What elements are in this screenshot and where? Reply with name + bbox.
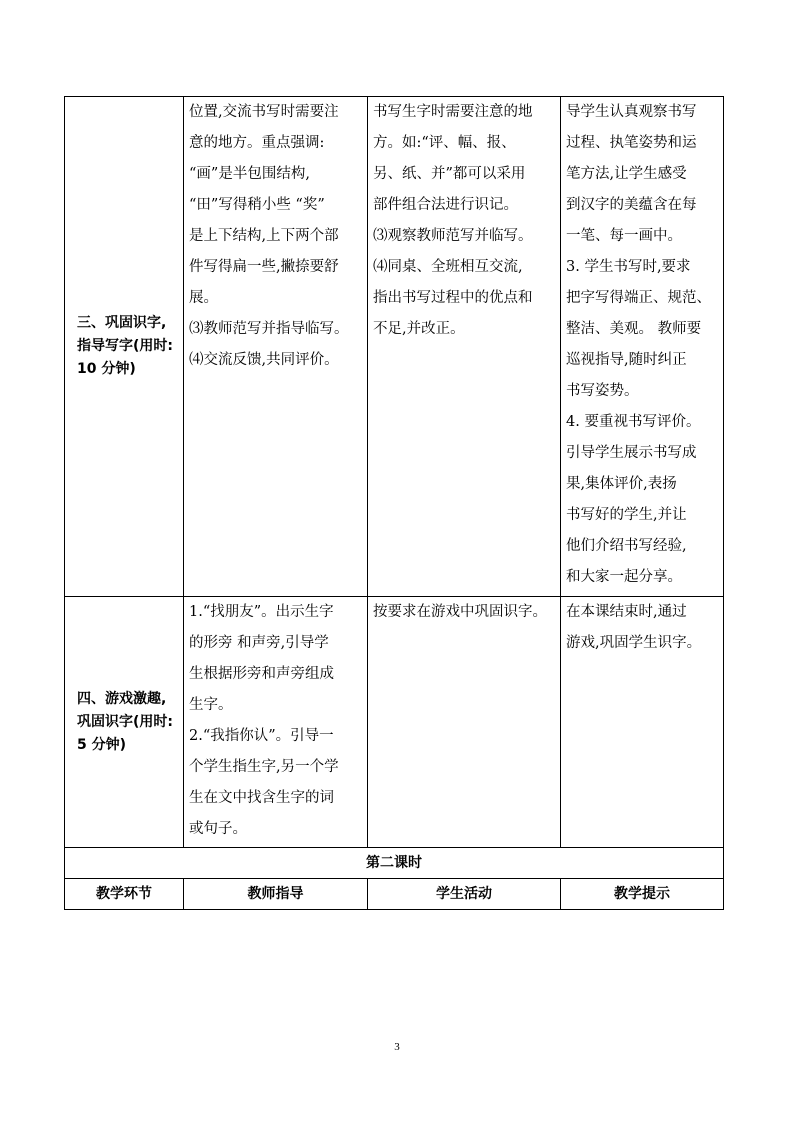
text-line: 或句子。 xyxy=(189,821,247,837)
teaching-tips-cell xyxy=(561,97,724,597)
text-line: 书写好的学生,并让 xyxy=(566,507,687,523)
column-header: 教学环节 xyxy=(65,879,184,910)
text-line: 过程、执笔姿势和运 xyxy=(566,135,697,151)
text-line: 部件组合法进行识记。 xyxy=(373,197,518,213)
stage-line: 指导写字(用时: xyxy=(77,338,173,354)
section-title: 第二课时 xyxy=(65,848,724,879)
text-line: 位置,交流书写时需要注 xyxy=(189,104,339,120)
text-line: 他们介绍书写经验, xyxy=(566,538,687,554)
text-line: 展。 xyxy=(189,290,218,306)
text-line: ⑷交流反馈,共同评价。 xyxy=(189,352,339,368)
text-line: 按要求在游戏中巩固识字。 xyxy=(373,604,547,620)
text-line: 4. 要重视书写评价。 xyxy=(566,414,701,430)
table-row xyxy=(65,97,724,597)
text-line: 书写生字时需要注意的地 xyxy=(373,104,533,120)
text-line: 生根据形旁和声旁组成 xyxy=(189,666,334,682)
stage-cell xyxy=(65,97,184,597)
text-line: 个学生指生字,另一个学 xyxy=(189,759,339,775)
text-line: 生在文中找含生字的词 xyxy=(189,790,334,806)
text-line: 游戏,巩固学生识字。 xyxy=(566,635,702,651)
text-line: ⑶观察教师范写并临写。 xyxy=(373,228,533,244)
text-line: 的形旁 和声旁,引导学 xyxy=(189,635,329,651)
stage-line: 三、巩固识字, xyxy=(77,315,167,331)
text-line: 1.“找朋友”。出示生字 xyxy=(189,604,334,620)
text-line: 件写得扁一些,撇捺要舒 xyxy=(189,259,339,275)
stage-line: 5 分钟) xyxy=(77,736,127,753)
text-line: 2.“我指你认”。引导一 xyxy=(189,728,334,744)
column-header: 学生活动 xyxy=(368,879,561,910)
stage-cell xyxy=(65,597,184,848)
text-line: 在本课结束时,通过 xyxy=(566,604,687,620)
text-line: 引导学生展示书写成 xyxy=(566,445,697,461)
text-line: 巡视指导,随时纠正 xyxy=(566,352,687,368)
section-row xyxy=(65,848,724,879)
text-line: 笔方法,让学生感受 xyxy=(566,166,687,182)
text-line: 意的地方。重点强调: xyxy=(189,135,325,151)
page-number: 3 xyxy=(394,1041,400,1053)
teaching-tips-cell xyxy=(561,597,724,848)
table-row xyxy=(65,597,724,848)
text-line: ⑷同桌、全班相互交流, xyxy=(373,259,523,275)
text-line: 3. 学生书写时,要求 xyxy=(566,259,691,275)
stage-line: 巩固识字(用时: xyxy=(77,713,173,730)
text-line: 果,集体评价,表扬 xyxy=(566,476,677,492)
text-line: 指出书写过程中的优点和 xyxy=(373,290,533,306)
text-line: 把字写得端正、规范、 xyxy=(566,290,711,306)
text-line: 一笔、每一画中。 xyxy=(566,228,682,244)
column-header: 教学提示 xyxy=(561,879,724,910)
text-line: 和大家一起分享。 xyxy=(566,569,682,585)
text-line: 方。如:“评、幅、报、 xyxy=(373,135,516,151)
text-line: “画”是半包围结构, xyxy=(189,166,310,182)
student-activity-cell xyxy=(368,97,561,597)
text-line: 生字。 xyxy=(189,697,233,713)
text-line: 是上下结构,上下两个部 xyxy=(189,228,339,244)
student-activity-cell xyxy=(368,597,561,848)
teacher-guidance-cell xyxy=(184,97,368,597)
text-line: 到汉字的美蕴含在每 xyxy=(566,197,697,213)
lesson-plan-table xyxy=(64,96,724,910)
text-line: “田”写得稍小些 “奖” xyxy=(189,197,325,213)
text-line: 导学生认真观察书写 xyxy=(566,104,697,120)
header-row xyxy=(65,879,724,910)
text-line: ⑶教师范写并指导临写。 xyxy=(189,321,349,337)
stage-line: 四、游戏激趣, xyxy=(77,690,167,707)
stage-line: 10 分钟) xyxy=(77,361,136,377)
teacher-guidance-cell xyxy=(184,597,368,848)
text-line: 整洁、美观。 教师要 xyxy=(566,321,702,337)
text-line: 不足,并改正。 xyxy=(373,321,465,337)
text-line: 书写姿势。 xyxy=(566,383,639,399)
text-line: 另、纸、并”都可以采用 xyxy=(373,166,526,182)
column-header: 教师指导 xyxy=(184,879,368,910)
